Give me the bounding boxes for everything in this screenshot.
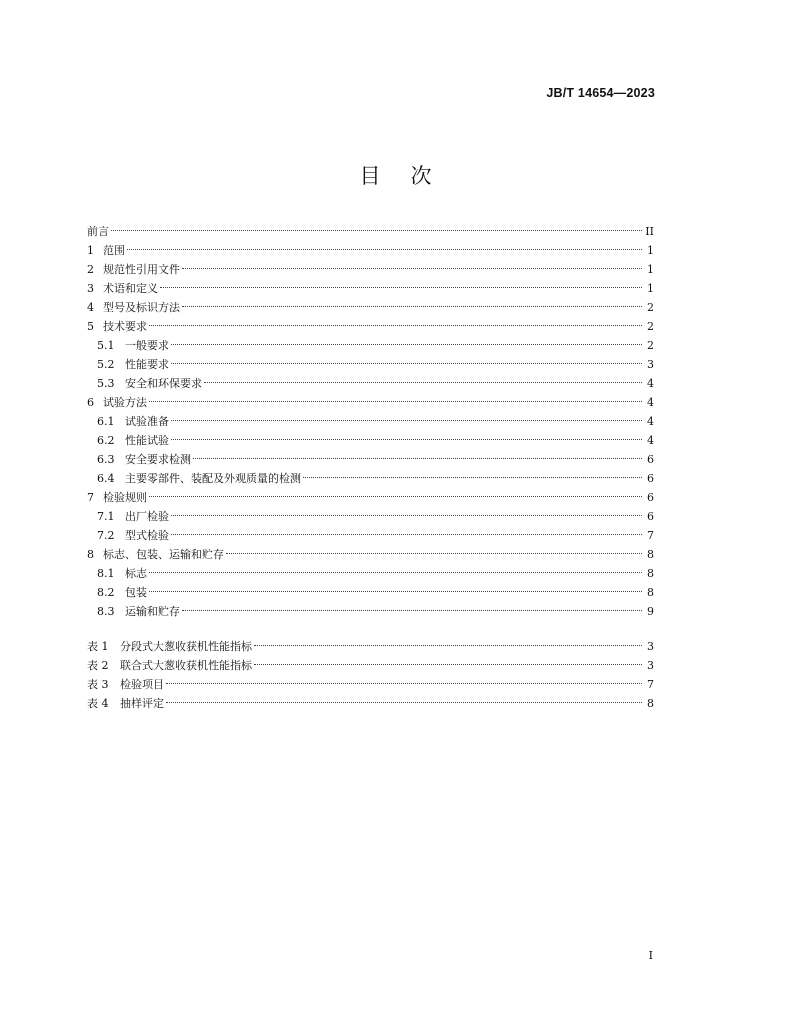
dot-leader	[303, 477, 642, 478]
entry-label: 性能要求	[125, 358, 169, 371]
entry-label: 分段式大葱收获机性能指标	[120, 640, 252, 653]
dot-leader	[127, 249, 642, 250]
entry-number: 8	[87, 548, 94, 561]
entry-number: 2	[87, 263, 94, 276]
entry-number: 5.1	[97, 339, 115, 352]
toc-entry[interactable]	[87, 355, 654, 374]
toc-entry[interactable]	[87, 222, 654, 241]
toc-entry[interactable]	[87, 317, 654, 336]
toc-entry[interactable]	[87, 393, 654, 412]
entry-page: 4	[647, 377, 654, 390]
dot-leader	[149, 401, 642, 402]
entry-page: 1	[647, 282, 654, 295]
dot-leader	[182, 268, 642, 269]
page-number: I	[648, 949, 653, 962]
entry-label: 试验准备	[125, 415, 169, 428]
entry-label: 一般要求	[125, 339, 169, 352]
entry-page: 8	[647, 567, 654, 580]
entry-page: 7	[647, 529, 654, 542]
dot-leader	[182, 610, 642, 611]
entry-label: 性能试验	[125, 434, 169, 447]
dot-leader	[171, 363, 642, 364]
entry-number: 6.4	[97, 472, 115, 485]
dot-leader	[171, 534, 642, 535]
dot-leader	[166, 683, 642, 684]
dot-leader	[160, 287, 642, 288]
entry-label: 运输和贮存	[125, 605, 180, 618]
toc-entry[interactable]	[87, 431, 654, 450]
entry-page: 6	[647, 453, 654, 466]
toc-entry[interactable]	[87, 450, 654, 469]
entry-label: 试验方法	[103, 396, 147, 409]
entry-page: 4	[647, 396, 654, 409]
dot-leader	[254, 645, 642, 646]
dot-leader	[171, 420, 642, 421]
entry-label: 技术要求	[103, 320, 147, 333]
entry-page: 4	[647, 434, 654, 447]
entry-label: 术语和定义	[103, 282, 158, 295]
toc-entry[interactable]	[87, 564, 654, 583]
entry-label: 标志	[125, 567, 147, 580]
entry-number: 6.3	[97, 453, 115, 466]
entry-page: 8	[647, 697, 654, 710]
table-entry[interactable]	[87, 637, 654, 656]
entry-page: 8	[647, 548, 654, 561]
standard-number: JB/T 14654—2023	[546, 86, 655, 100]
entry-page: 6	[647, 472, 654, 485]
entry-number: 8.2	[97, 586, 115, 599]
entry-number: 6.2	[97, 434, 115, 447]
table-of-contents	[87, 222, 654, 621]
entry-page: 1	[647, 263, 654, 276]
entry-label: 规范性引用文件	[103, 263, 180, 276]
dot-leader	[171, 344, 642, 345]
toc-entry[interactable]	[87, 526, 654, 545]
entry-number: 7.1	[97, 510, 115, 523]
entry-number: 5	[87, 320, 94, 333]
dot-leader	[254, 664, 642, 665]
entry-label: 标志、包装、运输和贮存	[103, 548, 224, 561]
entry-label: 抽样评定	[120, 697, 164, 710]
page-title: 目次	[359, 164, 462, 188]
entry-page: 2	[647, 339, 654, 352]
entry-label: 检验项目	[120, 678, 164, 691]
entry-number: 6.1	[97, 415, 115, 428]
entry-page: II	[645, 225, 654, 238]
entry-number: 8.1	[97, 567, 115, 580]
entry-number: 3	[87, 282, 94, 295]
entry-label: 检验规则	[103, 491, 147, 504]
dot-leader	[166, 702, 642, 703]
list-of-tables	[87, 637, 654, 713]
entry-number: 1	[87, 244, 94, 257]
entry-label: 型式检验	[125, 529, 169, 542]
table-entry[interactable]	[87, 656, 654, 675]
toc-entry[interactable]	[87, 412, 654, 431]
entry-page: 2	[647, 320, 654, 333]
entry-number: 表 4	[87, 697, 109, 710]
entry-number: 7.2	[97, 529, 115, 542]
entry-number: 表 2	[87, 659, 109, 672]
entry-label: 范围	[103, 244, 125, 257]
toc-entry[interactable]	[87, 336, 654, 355]
toc-entry[interactable]	[87, 241, 654, 260]
entry-label: 出厂检验	[125, 510, 169, 523]
entry-page: 1	[647, 244, 654, 257]
entry-page: 3	[647, 358, 654, 371]
entry-page: 3	[647, 659, 654, 672]
dot-leader	[171, 439, 642, 440]
entry-page: 6	[647, 510, 654, 523]
entry-number: 6	[87, 396, 94, 409]
dot-leader	[149, 496, 642, 497]
toc-entry[interactable]	[87, 260, 654, 279]
entry-number: 4	[87, 301, 94, 314]
entry-number: 表 3	[87, 678, 109, 691]
toc-entry[interactable]	[87, 469, 654, 488]
entry-page: 8	[647, 586, 654, 599]
entry-label: 型号及标识方法	[103, 301, 180, 314]
entry-label: 主要零部件、装配及外观质量的检测	[125, 472, 301, 485]
dot-leader	[149, 572, 642, 573]
entry-number: 8.3	[97, 605, 115, 618]
dot-leader	[171, 515, 642, 516]
table-entry[interactable]	[87, 694, 654, 713]
entry-page: 3	[647, 640, 654, 653]
dot-leader	[149, 325, 642, 326]
entry-label: 安全要求检测	[125, 453, 191, 466]
toc-entry[interactable]	[87, 298, 654, 317]
toc-entry[interactable]	[87, 279, 654, 298]
entry-label: 前言	[87, 225, 109, 238]
dot-leader	[204, 382, 642, 383]
entry-number: 7	[87, 491, 94, 504]
entry-page: 6	[647, 491, 654, 504]
entry-number: 表 1	[87, 640, 109, 653]
dot-leader	[111, 230, 642, 231]
entry-number: 5.3	[97, 377, 115, 390]
entry-label: 联合式大葱收获机性能指标	[120, 659, 252, 672]
entry-page: 2	[647, 301, 654, 314]
toc-entry[interactable]	[87, 507, 654, 526]
toc-entry[interactable]	[87, 583, 654, 602]
dot-leader	[193, 458, 642, 459]
entry-page: 4	[647, 415, 654, 428]
entry-label: 安全和环保要求	[125, 377, 202, 390]
toc-entry[interactable]	[87, 488, 654, 507]
dot-leader	[226, 553, 642, 554]
toc-entry[interactable]	[87, 545, 654, 564]
entry-number: 5.2	[97, 358, 115, 371]
entry-label: 包装	[125, 586, 147, 599]
table-entry[interactable]	[87, 675, 654, 694]
entry-page: 9	[647, 605, 654, 618]
dot-leader	[149, 591, 642, 592]
toc-entry[interactable]	[87, 602, 654, 621]
dot-leader	[182, 306, 642, 307]
toc-entry[interactable]	[87, 374, 654, 393]
entry-page: 7	[647, 678, 654, 691]
